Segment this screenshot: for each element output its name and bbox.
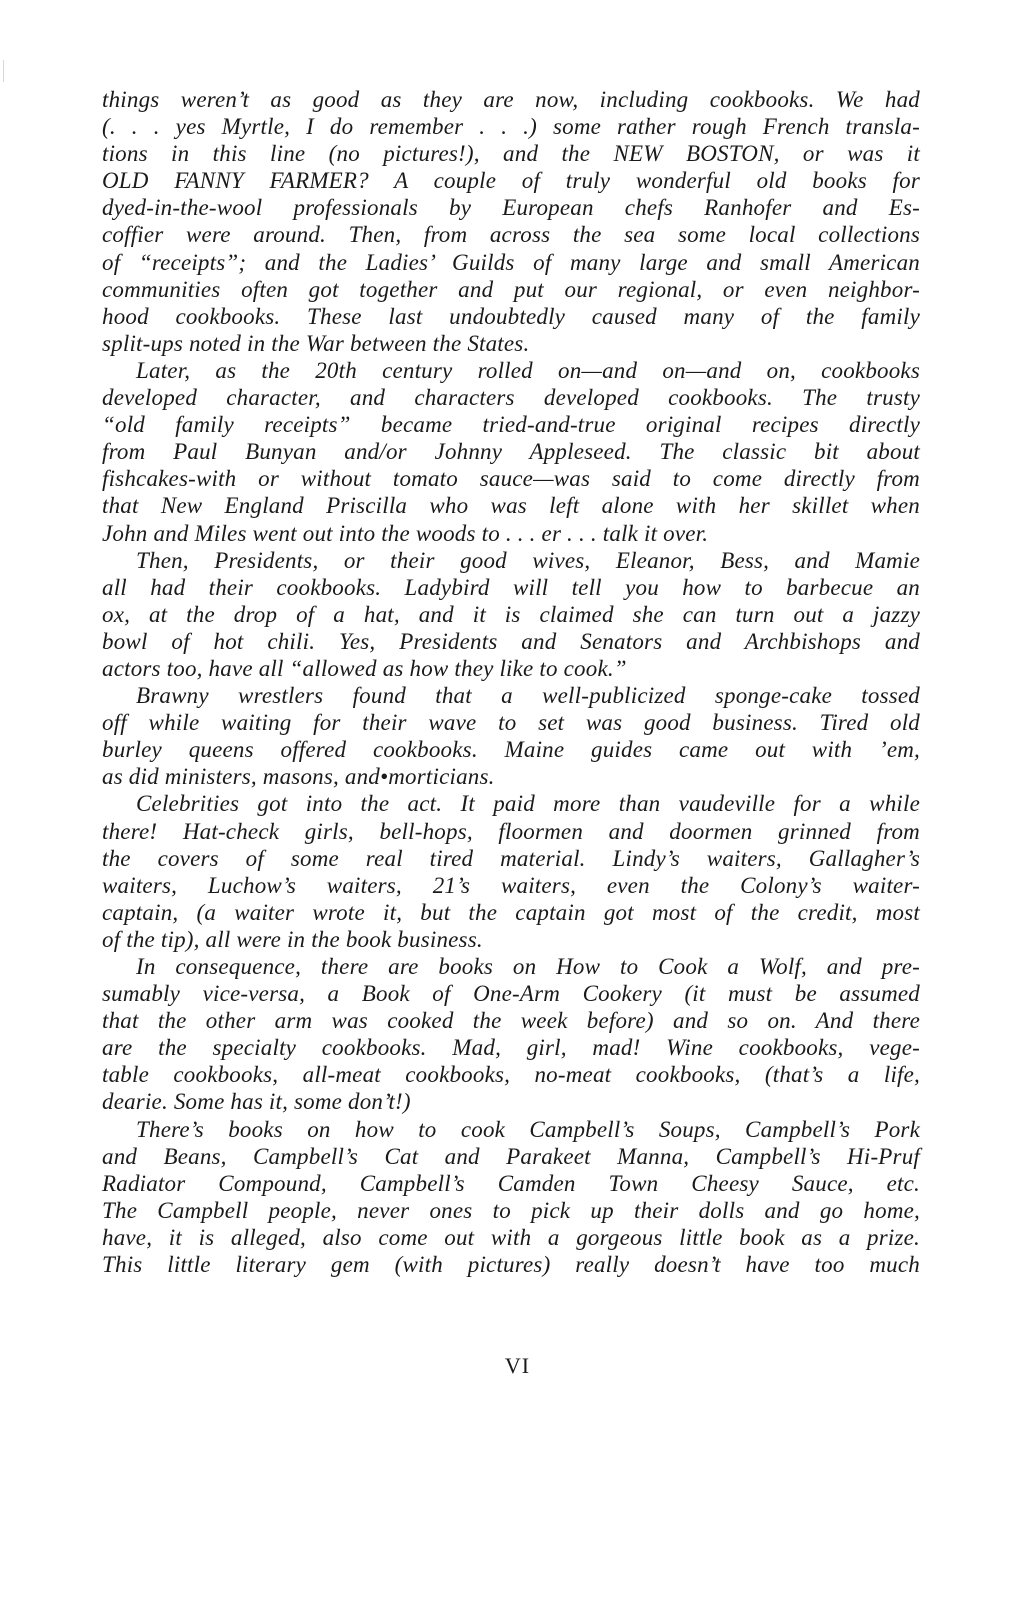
- text-line: OLD FANNY FARMER? A couple of truly wonderful old books for: [102, 168, 920, 194]
- text-line: from Paul Bunyan and/or Johnny Appleseed. The classic bit about: [102, 439, 920, 465]
- text-line: John and Miles went out into the woods to . . . er . . . talk it over.: [102, 520, 709, 546]
- text-line: Brawny wrestlers found that a well-publicized sponge-cake tossed: [136, 683, 920, 709]
- text-line: have, it is alleged, also come out with a gorgeous little book as a prize.: [102, 1224, 920, 1250]
- page-body-text: [102, 86, 920, 1278]
- text-line: actors too, have all “allowed as how they like to cook.”: [102, 655, 627, 681]
- text-line: This little literary gem (with pictures) really doesn’t have too much: [102, 1252, 920, 1278]
- text-line: ox, at the drop of a hat, and it is claimed she can turn out a jazzy: [102, 601, 920, 627]
- text-line: bowl of hot chili. Yes, Presidents and Senators and Archbishops and: [102, 628, 920, 654]
- text-line: that the other arm was cooked the week before) and so on. And there: [102, 1008, 920, 1034]
- text-line: The Campbell people, never ones to pick up their dolls and go home,: [102, 1197, 920, 1223]
- text-line: Then, Presidents, or their good wives, Eleanor, Bess, and Mamie: [136, 547, 920, 573]
- text-line: Radiator Compound, Campbell’s Camden Town Cheesy Sauce, etc.: [102, 1170, 920, 1196]
- text-line: as did ministers, masons, and•morticians.: [102, 764, 495, 790]
- text-line: things weren’t as good as they are now, including cookbooks. We had: [102, 87, 920, 112]
- scan-margin-mark: [3, 60, 4, 82]
- text-line: fishcakes-with or without tomato sauce—was said to come directly from: [102, 466, 920, 492]
- text-line: There’s books on how to cook Campbell’s Soups, Campbell’s Pork: [136, 1116, 920, 1142]
- text-line: Celebrities got into the act. It paid more than vaudeville for a while: [136, 791, 920, 817]
- text-line: waiters, Luchow’s waiters, 21’s waiters, even the Colony’s waiter-: [102, 872, 920, 898]
- text-line: coffier were around. Then, from across the sea some local collections: [102, 222, 920, 248]
- page-number: VI: [504, 1353, 531, 1378]
- text-line: Later, as the 20th century rolled on—and on—and on, cookbooks: [136, 357, 920, 383]
- text-line: off while waiting for their wave to set was good business. Tired old: [102, 710, 920, 736]
- text-line: are the specialty cookbooks. Mad, girl, mad! Wine cookbooks, vege-: [102, 1035, 920, 1061]
- text-line: all had their cookbooks. Ladybird will tell you how to barbecue an: [102, 574, 920, 600]
- text-line: captain, (a waiter wrote it, but the captain got most of the credit, most: [102, 899, 920, 925]
- text-line: there! Hat-check girls, bell-hops, floormen and doormen grinned from: [102, 818, 920, 844]
- text-line: (. . . yes Myrtle, I do remember . . .) some rather rough French transla-: [102, 114, 920, 140]
- text-line: split-ups noted in the War between the States.: [102, 330, 530, 356]
- text-line: “old family receipts” became tried-and-true original recipes directly: [102, 412, 920, 438]
- text-line: the covers of some real tired material. Lindy’s waiters, Gallagher’s: [102, 845, 920, 871]
- text-line: of “receipts”; and the Ladies’ Guilds of many large and small American: [102, 249, 920, 275]
- text-line: dearie. Some has it, some don’t!): [102, 1089, 411, 1115]
- text-line: dyed-in-the-wool professionals by European chefs Ranhofer and Es-: [102, 195, 920, 221]
- text-line: hood cookbooks. These last undoubtedly caused many of the family: [102, 303, 920, 329]
- text-line: of the tip), all were in the book business.: [102, 926, 483, 952]
- text-line: sumably vice-versa, a Book of One-Arm Cookery (it must be assumed: [102, 981, 920, 1007]
- text-line: burley queens offered cookbooks. Maine guides came out with ’em,: [102, 737, 920, 763]
- text-line: developed character, and characters developed cookbooks. The trusty: [102, 385, 920, 411]
- text-line: communities often got together and put our regional, or even neighbor-: [102, 276, 920, 302]
- text-line: and Beans, Campbell’s Cat and Parakeet Manna, Campbell’s Hi-Pruf: [102, 1143, 920, 1169]
- text-line: table cookbooks, all-meat cookbooks, no-meat cookbooks, (that’s a life,: [102, 1062, 920, 1088]
- text-line: In consequence, there are books on How to Cook a Wolf, and pre-: [136, 954, 920, 979]
- text-line: tions in this line (no pictures!), and the NEW BOSTON, or was it: [102, 141, 920, 167]
- text-line: that New England Priscilla who was left alone with her skillet when: [102, 493, 920, 519]
